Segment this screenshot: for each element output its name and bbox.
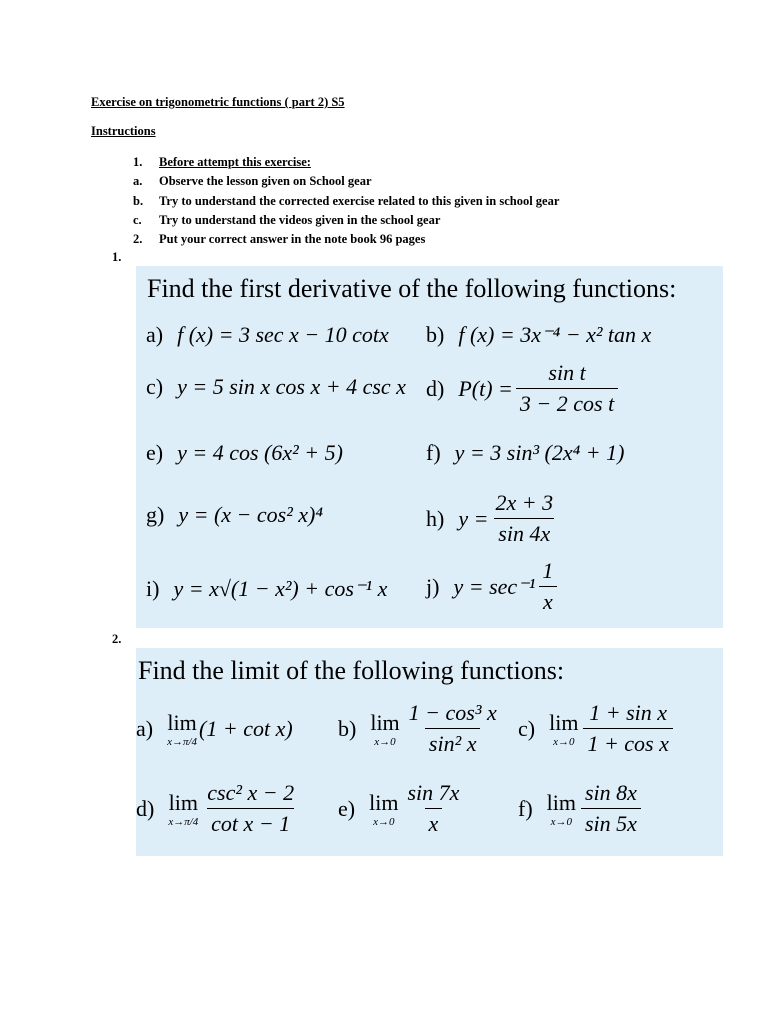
item-expression: (1 + cot x) bbox=[199, 716, 293, 741]
limit-operator bbox=[549, 710, 578, 748]
item-label: a) bbox=[146, 322, 164, 347]
q1-item-h bbox=[426, 490, 560, 547]
question-1-title: Find the first derivative of the following functions: bbox=[147, 274, 677, 303]
numerator: 1 bbox=[542, 558, 554, 583]
q1-item-g bbox=[146, 502, 323, 528]
limit-subscript: x→0 bbox=[553, 735, 575, 748]
item-label: f) bbox=[426, 440, 441, 465]
q2-item-e bbox=[338, 780, 466, 837]
limit-operator bbox=[168, 790, 198, 828]
item-label: a) bbox=[136, 716, 154, 741]
instruction-text: Observe the lesson given on School gear bbox=[159, 174, 372, 189]
item-label: f) bbox=[518, 795, 533, 821]
instruction-item bbox=[133, 172, 693, 191]
numerator: 2x + 3 bbox=[495, 490, 554, 515]
instructions-heading: Instructions bbox=[91, 124, 156, 138]
lim-text: lim bbox=[369, 789, 399, 815]
fraction bbox=[405, 700, 501, 757]
numerator: 1 + sin x bbox=[589, 700, 668, 725]
instruction-item bbox=[133, 230, 693, 249]
numerator: 1 − cos³ x bbox=[408, 700, 497, 725]
item-label: e) bbox=[338, 795, 356, 821]
limit-subscript: x→0 bbox=[374, 735, 396, 748]
instruction-text: Try to understand the corrected exercise related to this given in school gear bbox=[159, 193, 560, 208]
instruction-marker: 2. bbox=[133, 232, 143, 247]
denominator: x bbox=[425, 808, 443, 837]
q1-item-c bbox=[146, 374, 406, 400]
limit-operator bbox=[547, 790, 576, 828]
numerator: csc² x − 2 bbox=[207, 780, 295, 805]
question-2-number: 2. bbox=[112, 632, 122, 646]
item-label: g) bbox=[146, 502, 165, 527]
instruction-marker: 1. bbox=[133, 155, 143, 169]
instruction-marker: b. bbox=[133, 193, 144, 208]
q1-item-f bbox=[426, 440, 624, 466]
limit-operator bbox=[369, 790, 398, 828]
item-label: c) bbox=[518, 715, 536, 741]
instruction-item bbox=[133, 211, 693, 230]
item-expression: f (x) = 3x⁻⁴ − x² tan x bbox=[458, 322, 652, 347]
item-label: i) bbox=[146, 576, 160, 601]
instruction-text: Put your correct answer in the note book 96 pages bbox=[159, 232, 426, 247]
denominator: 3 − 2 cos t bbox=[516, 388, 618, 417]
item-label: e) bbox=[146, 440, 164, 465]
limit-subscript: x→0 bbox=[550, 815, 573, 828]
lim-text: lim bbox=[546, 789, 576, 815]
q2-item-f bbox=[518, 780, 644, 837]
document-title: Exercise on trigonometric functions ( part 2) S5 bbox=[91, 95, 345, 109]
numerator: sin 7x bbox=[407, 780, 460, 805]
q1-item-i bbox=[146, 576, 387, 602]
q2-item-b bbox=[338, 700, 504, 757]
q1-item-j bbox=[426, 558, 560, 615]
item-expression: y = x√(1 − x²) + cos⁻¹ x bbox=[173, 576, 388, 601]
instruction-text: Before attempt this exercise: bbox=[159, 155, 311, 169]
item-label: b) bbox=[338, 715, 357, 741]
instruction-item bbox=[133, 153, 693, 172]
item-expression: f (x) = 3 sec x − 10 cotx bbox=[177, 322, 389, 347]
item-label: d) bbox=[136, 795, 155, 821]
fraction bbox=[491, 490, 557, 547]
denominator: sin² x bbox=[425, 728, 481, 757]
numerator: sin 8x bbox=[585, 780, 637, 805]
denominator: sin 4x bbox=[494, 518, 554, 547]
limit-subscript: x→π/4 bbox=[168, 815, 199, 828]
q1-item-a bbox=[146, 322, 389, 348]
instruction-marker: c. bbox=[133, 212, 142, 227]
question-2-panel bbox=[136, 648, 723, 856]
item-expression: y = 4 cos (6x² + 5) bbox=[177, 440, 343, 465]
limit-subscript: x→π/4 bbox=[167, 736, 198, 748]
item-expression: y = (x − cos² x)⁴ bbox=[178, 502, 324, 527]
item-expression: P(t) = bbox=[458, 375, 513, 401]
item-label: j) bbox=[426, 573, 440, 599]
lim-text: lim bbox=[370, 709, 400, 735]
limit-operator bbox=[167, 710, 197, 748]
fraction bbox=[583, 700, 672, 757]
question-2-title: Find the limit of the following functions: bbox=[138, 656, 565, 685]
denominator: sin 5x bbox=[581, 808, 641, 837]
q2-item-c bbox=[518, 700, 676, 757]
q2-item-a bbox=[136, 710, 293, 748]
item-label: h) bbox=[426, 505, 445, 531]
item-expression: y = 3 sin³ (2x⁴ + 1) bbox=[454, 440, 625, 465]
q2-item-d bbox=[136, 780, 301, 837]
denominator: 1 + cos x bbox=[583, 728, 672, 757]
fraction bbox=[203, 780, 298, 837]
lim-text: lim bbox=[549, 709, 579, 735]
item-label: d) bbox=[426, 375, 445, 401]
item-expression: y = bbox=[458, 505, 489, 531]
item-label: c) bbox=[146, 374, 164, 399]
item-label: b) bbox=[426, 322, 445, 347]
denominator: cot x − 1 bbox=[207, 808, 294, 837]
lim-text: lim bbox=[167, 710, 197, 735]
lim-text: lim bbox=[168, 789, 198, 815]
question-1-number: 1. bbox=[112, 250, 122, 264]
fraction bbox=[538, 558, 557, 615]
instruction-text: Try to understand the videos given in the school gear bbox=[159, 212, 441, 227]
fraction bbox=[516, 360, 618, 417]
q1-item-e bbox=[146, 440, 343, 466]
fraction bbox=[403, 780, 463, 837]
limit-subscript: x→0 bbox=[373, 815, 395, 828]
instruction-marker: a. bbox=[133, 174, 143, 189]
instruction-item bbox=[133, 192, 693, 211]
question-1-panel bbox=[136, 266, 723, 628]
instructions-list bbox=[133, 153, 693, 249]
fraction bbox=[581, 780, 641, 837]
q1-item-b bbox=[426, 322, 651, 348]
numerator: sin t bbox=[548, 360, 586, 385]
item-expression: y = sec⁻¹ bbox=[453, 573, 536, 599]
limit-operator bbox=[370, 710, 399, 748]
item-expression: y = 5 sin x cos x + 4 csc x bbox=[177, 374, 406, 399]
q1-item-d bbox=[426, 360, 621, 417]
denominator: x bbox=[539, 586, 557, 615]
